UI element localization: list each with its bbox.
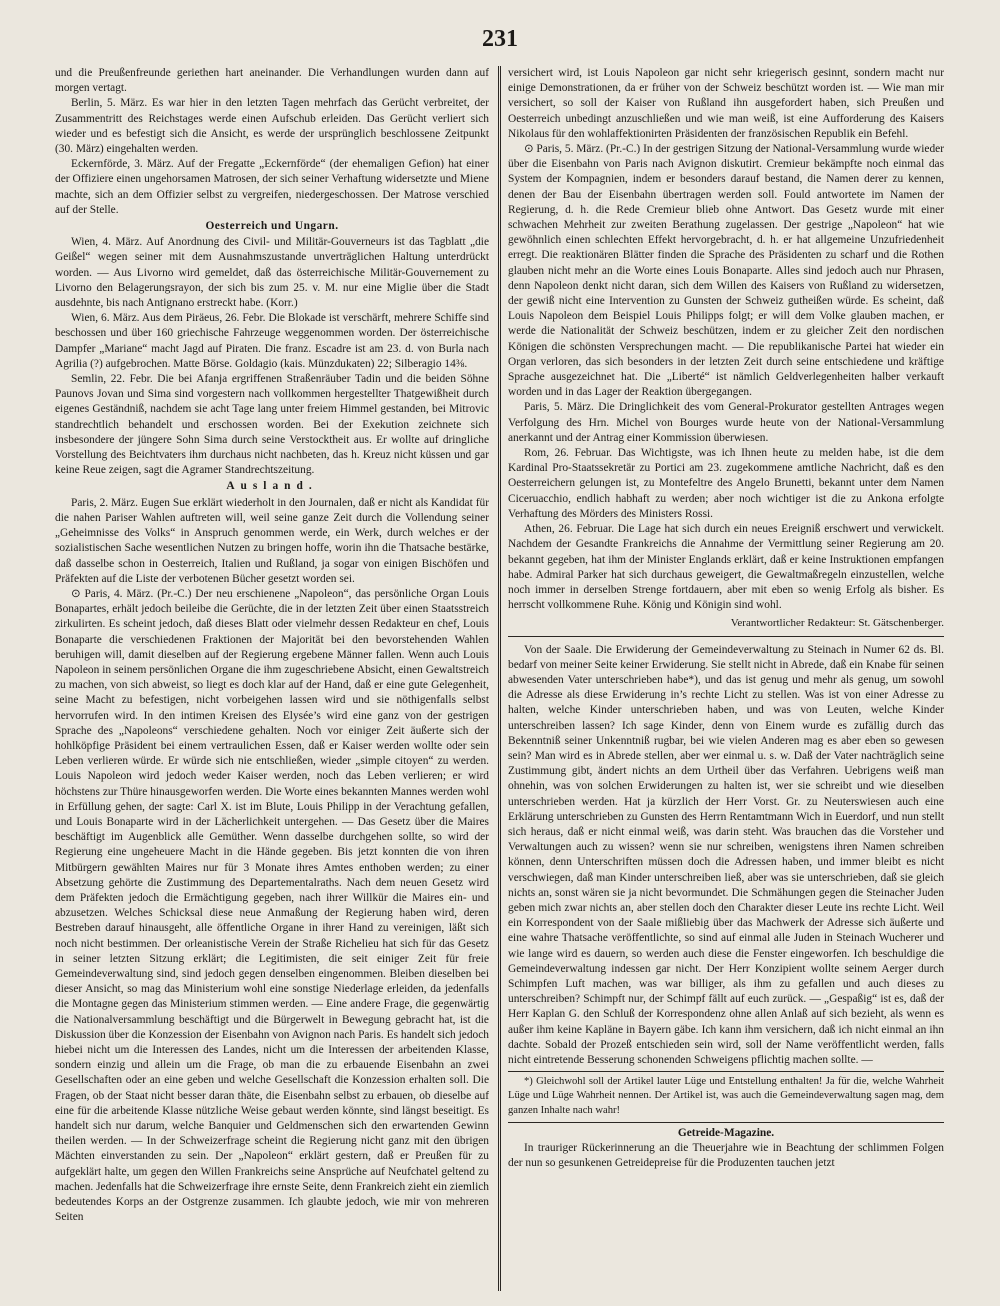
- article-paris-4: ⊙ Paris, 4. März. (Pr.-C.) Der neu erschienene „Napoleon“, das persönliche Organ Louis Bonapartes, erhält jedoch beileibe die Gerüchte, die in der letzten Zeit über einen Staatsstreich zirkulirten. Es scheint jedoch, daß dieses Blatt oder vielmehr dessen Redakteur en chef, Louis Bonaparte die verschiedenen Fraktionen der Majorität bei den bevorstehenden Wahlen beruhigen will, damit dieselben auf der Regierung ergebene Männer fallen. Wenn auch Louis Napoleon in seinem persönlichen Organe die ihm zugeschriebene Absicht, einen Gewaltstreich zu machen, von sich abweist, so liegt es doch klar auf der Hand, daß er eine gute Gelegenheit, seine Macht zu befestigen, nicht vorbeigehen lassen wird und sie nöthigenfalls selbst hervorrufen wird. In den intimen Kreisen des Elysée’s wird eine ganz von der gestrigen Sprache des „Napoleons“ verschiedene gehalten. Noch vor einiger Zeit äußerte sich der hohlköpfige Präsident bei einem vertraulichen Essen, daß er Kaiser werden wollte oder sein Leben verlieren würde. Er würde sich nie entschließen, wieder „simple citoyen“ zu werden. Louis Napoleon wird jedoch weder Kaiser werden, noch das Leben verlieren; er wird höchstens zur Thüre hinausgeworfen werden. Die Worte eines bekannten Mannes werden wohl in Erfüllung gehen, der sagte: Carl X. ist im Blute, Louis Philipp in der Verachtung gefallen, und Louis Bonaparte wird in der Lächerlichkeit untergehen. — Das Gesetz über die Maires beschäftigt im Augenblick alle Gemüther. Wenn dasselbe durchgehen sollte, so wird der Regierung eine ungeheuere Macht in die Hände gegeben. Bis jetzt konnten die von ihren Mitbürgern gewählten Maires nur für 3 Monate ihres Amtes enthoben werden; zu einer Absetzung gehörte die Zustimmung des Departementalraths. Nach dem neuen Gesetz wird dem Präfekten jedoch die Ermächtigung gegeben, nach ihrer Willkür die Maires ein- und abzusetzen. Welches Schicksal diese neue Anmaßung der Regierung haben wird, deren Bestreben darauf hinausgeht, alle öffentliche Organe in ihrer Hand zu vereinigen, läßt sich noch nicht bestimmen. Der orleanistische Verein der Straße Richelieu hat sich für das Gesetz in seiner letzten Sitzung erklärt; die Legitimisten, die seit einiger Zeit für freie Gemeindeverwaltung sind, sind jedoch gegen denselben eingenommen. Bleiben dieselben bei dieser Ansicht, so mag das Ministerium wohl eine sonstige Niederlage erleiden, da jedenfalls die Montagne gegen das Ministerium stimmen werden. — Eine andere Frage, die gegenwärtig die Nationalversammlung beschäftigt und die Bürgerwelt in Bewegung gebracht hat, ist die Diskussion über die Konzession der Eisenbahn von Avignon nach Paris. Es handelt sich jedoch hiebei nicht um die Interessen des Landes, nicht um die Interessen der arbeitenden Klasse, sondern einzig und allein um die Frage, ob man die zu erbauende Eisenbahn an zwei Gesellschaften oder an eine geben und welche Gesellschaft die Konzession erhalten soll. Die Fragen, ob der Staat nicht besser daran thäte, die Eisenbahn selbst zu erbauen, ob dieselbe auf eine für die arbeitende Klasse nützliche Weise gebaut werden könnte, sind längst beseitigt. Es handelt sich nur darum, welche Banquier und Geldmenschen sich den erwartenden Gewinn theilen werden. — In der Schweizerfrage scheint die Regierung nicht ganz mit den übrigen Mächten einverstanden zu sein. Der „Napoleon“ erklärt gestern, daß er Preußen für zu aufgeklärt halte, um gegen den Willen Frankreichs seine Ansprüche auf Neufchatel geltend zu machen. Jedenfalls hat die Schweizerfrage ihre ernste Seite, denn Frankreich zieht ein ziemlich bedeutendes Korps an der Ostgrenze zusammen. Ich glaubte jedoch, wie mir von mehreren Seiten: [55, 587, 489, 1224]
- article-semlin: Semlin, 22. Febr. Die bei Afanja ergriffenen Straßenräuber Tadin und die beiden Söhne Paunovs Jovan und Sima sind vorgestern nach vollkommen hergestellter Thatgewißheit durch eigenes Geständniß, nachdem sie acht Tage lang unter freiem Himmel gestanden, bei Mitrovic standrechtlich behandelt und erschossen worden. Bei der Exekution zeichnete sich insbesondere der jüngere Sohn Sima durch seine Verstocktheit aus. Er wollte auf dringliche Vorstellung des Beichtvaters ihm durchaus nicht nachbeten, das h. Kreuz nicht küssen und gar keine Reue zeigen, sagt die Agramer Standrechtszeitung.: [55, 373, 489, 477]
- column-divider: [498, 66, 501, 1291]
- article-getreide: In trauriger Rückerinnerung an die Theuerjahre wie in Beachtung der schlimmen Folgen der nun so gesunkenen Getreidepreise für die Produzenten tauchen jetzt: [508, 1142, 944, 1170]
- section-heading-getreide: Getreide-Magazine.: [508, 1122, 944, 1141]
- article-berlin-continuation: und die Preußenfreunde geriethen hart aneinander. Die Verhandlungen wurden dann auf morgen vertagt.: [55, 67, 489, 95]
- responsible-editor: Verantwortlicher Redakteur: St. Gätschenberger.: [508, 616, 944, 636]
- article-wien-6: Wien, 6. März. Aus dem Piräeus, 26. Febr. Die Blokade ist verschärft, mehrere Schiffe sind beschossen und über 160 griechische Fahrzeuge weggenommen worden. Der österreichische Dampfer „Mariane“ macht Jagd auf Piraten. Die franz. Escadre ist am 23. d. von Burla nach Agrilia (?) aufgebrochen. Matte Börse. Goldagio (kais. Münzdukaten) 22; Silberagio 14⅜.: [55, 312, 489, 370]
- right-column: [508, 66, 944, 1294]
- article-paris-5b: Paris, 5. März. Die Dringlichkeit des vom General-Prokurator gestellten Antrages wegen Verfolgung des Hrn. Michel von Bourges wurde heute von der National-Versammlung anerkannt und der Antrag einer Kommission überwiesen.: [508, 401, 944, 444]
- article-rom: Rom, 26. Februar. Das Wichtigste, was ich Ihnen heute zu melden habe, ist die dem Kardinal Pro-Staatssekretär zu Portici am 23. zugekommene amtliche Nachricht, daß es den Oesterreichern gelungen ist, zu Montefeltre des Angelo Brunetti, bekannt unter dem Namen Ciceruacchio, endlich habhaft zu werden; aber noch wichtiger ist die zu Ankona erfolgte Verhaftung des Mörders des Ministers Rossi.: [508, 447, 944, 520]
- footnote-rule: [508, 1071, 944, 1072]
- left-column: [55, 66, 489, 1294]
- article-paris-5a: ⊙ Paris, 5. März. (Pr.-C.) In der gestrigen Sitzung der National-Versammlung wurde wieder über die Eisenbahn von Paris nach Avignon diskutirt. Cremieur bekämpfte noch einmal das System der Kompagnien, indem er besonders darauf bestand, die Namen derer zu kennen, denen der Bau der Eisenbahn übertragen werden soll. Fould antwortete im Namen der Regierung, d. h. die Rede Cremieur blieb ohne Antwort. Das Gesetz wurde mit einer schwachen Mehrheit zur zweiten Berathung zugelassen. Der gestrige „Napoleon“ hat wie gewöhnlich einen schlechten Effekt hervorgebracht, d. h. er hat allgemeine Unzufriedenheit erregt. Die reaktionären Blätter finden die Sprache des Präsidenten zu scharf und die Rothen glauben nicht mehr an die Worte eines Louis Bonaparte. Alles sind jedoch auch nur Phrasen, denn Napoleon denkt nicht daran, sich dem Willen des Kaisers von Rußland zu widersetzen, der gewiß nicht eine Intervention zu Gunsten der Schweiz gutheißen würde. Es scheint, daß Louis Napoleon dem Beispiel Louis Philipps folgt; er will dem Volke glauben machen, er werde die Nationalität der Schweiz beschützen, indem er zu gleicher Zeit den nordischen Königen die schönsten Versprechungen macht. — Die republikanische Partei hat wieder ein Organ verloren, das sich besonders in der letzten Zeit durch seine entschiedene und kräftige Sprache ausgezeichnet hat. Die „Liberté“ ist nämlich Geldverlegenheiten halber verkauft worden und in das Lager der Reaktion übergegangen.: [508, 143, 944, 399]
- article-von-der-saale: Von der Saale. Die Erwiderung der Gemeindeverwaltung zu Steinach in Numer 62 ds. Bl. bedarf von meiner Seite keiner Erwiderung. Sie stellt nicht in Abrede, daß ein Knabe für seinen abwesenden Vater unterschrieben habe*), und das ist genug und mehr als genug, um sowohl die Adresse als diese Erwiderung in’s rechte Licht zu stellen. Was ist von einer Adresse zu halten, welche Kinder unterschrieben haben, und was von Leuten, welche Kinder unterschreiben lassen? Ich sage Kinder, denn von Einem wurde es zufällig durch das Bekenntniß seiner Unkenntniß rugbar, bei wie vielen Anderen mag es aber eben so gewesen sein? Man wird es in Abrede stellen, aber wer einmal u. s. w. Daß der Vater nachträglich seine Zustimmung gibt, ändert nichts an dem Urtheil über das Verfahren. Uebrigens weiß man ohnehin, was von solchen Erwiderungen zu halten ist, wer sie schreibt und wie dieselben unterschrieben werden. Hat ja kürzlich der Herr Vorst. Gr. zu Neuterswiesen auch eine Erklärung unterschrieben zu Gunsten des Herrn Rentamtmann Wich in Euerdorf, und nun stellt sich heraus, daß er nicht einmal weiß, was darin steht. Was brauchen das die Vorsteher und Verwaltungen auch zu wissen? wenn sie nur schreiben, wenigstens ihren Namen schreiben können, denn Unterschriften müssen doch die Adressen haben, und immer bleibt es nicht verschwiegen, daß man Kinder unterschreiben ließ, aber was sie unterschrieben, daß sie gleich nichts an, sonst wären sie ja nicht bevormundet. Die Schmähungen gegen die Steinacher Juden geben mich zwar nichts an, aber stellen doch den Charakter dieser Leute ins rechte Licht. Weil ein Korrespondent von der Saale mißliebig über das Machwerk der Adresse sich äußerte und eine wahre Thatsache veröffentlichte, so sind auf einmal alle Juden in Steinach Wucherer und wie lange wird es dauern, so werden auch diese die Fenster eingeworfen. Ich beschuldige die Gemeindeverwaltung indessen gar nicht. Der Herr Konzipient wollte seinem Aerger durch Schimpfen Luft machen, was war billiger, als ihm zu gefallen und auch dieses zu unterschreiben? Schimpft nur, der Schimpf fällt auf euch zurück. — „Gespaßig“ ist es, daß der Herr Kaplan G. den Schluß der Korrespondenz ohne allen Anlaß auf sich bezieht, als wenn es außer ihm keine Kapläne in Bayern gäbe. Ich kann ihm versichern, daß ich nicht einmal an ihn dachte. Sobald der Prozeß entschieden sein wird, soll der Name veröffentlicht werden, falls nicht eintretende Besserung schonenden Schweigens pflichtig machen sollte. —: [508, 643, 944, 1066]
- section-heading-ausland: Ausland.: [226, 480, 318, 493]
- article-eckernfoerde: Eckernförde, 3. März. Auf der Fregatte „Eckernförde“ (der ehemaligen Gefion) hat einer der Offiziere einen ungehorsamen Matrosen, der sich seiner Verhaftung widersetzte und Miene machte, sich an dem Offizier selbst zu vergreifen, niedergeschossen. Der Matrose verschied auf der Stelle.: [55, 158, 489, 216]
- section-heading-austria: Oesterreich und Ungarn.: [205, 220, 339, 233]
- article-paris-continuation: versichert wird, ist Louis Napoleon gar nicht sehr kriegerisch gesinnt, sondern macht nur einige Demonstrationen, da er früher von der Schweiz beschützt worden ist. — Wie man mir versichert, so soll der Kaiser von Rußland ihn ausgefordert haben, sich Preußen und Oesterreich unbedingt anzuschließen und wie man weiß, ist eine Aufforderung des Kaisers Nikolaus für den wohlaffektionirten Präsidenten der französischen Republik ein Befehl.: [508, 67, 944, 140]
- footnote: *) Gleichwohl soll der Artikel lauter Lüge und Entstellung enthalten! Ja für die, welche Wahrheit Lüge und Lüge Wahrheit nennen. Der Artikel ist, was auch die Gemeindeverwaltung sagen mag, dem ganzen Inhalte nach wahr!: [508, 1076, 944, 1116]
- page-number: 231: [482, 26, 518, 52]
- article-berlin: Berlin, 5. März. Es war hier in den letzten Tagen mehrfach das Gerücht verbreitet, der Zusammentritt des Reichstages werde einen Aufschub erleiden. Das Gerücht verliert sich wieder und es befestigt sich die Ansicht, es werde der ursprünglich beschlossene Zeitpunkt (30. März) eingehalten werden.: [55, 97, 489, 156]
- article-athen: Athen, 26. Februar. Die Lage hat sich durch ein neues Ereigniß erschwert und verwickelt. Nachdem der Gesandte Frankreichs die Annahme der Vermittlung seiner Regierung am 20. bekannt gegeben, hat ihm der Minister Englands erklärt, daß er keine Instruktionen empfangen habe. Admiral Parker hat sich durchaus geweigert, die Gewaltmaßregeln einzustellen, welche noch immer in derselben Strenge fortdauern, aber mit eben so wenig Erfolg als bisher. Es herrscht vollkommene Ruhe. König und Königin sind wohl.: [508, 523, 944, 612]
- article-wien-4: Wien, 4. März. Auf Anordnung des Civil- und Militär-Gouverneurs ist das Tagblatt „die Geißel“ wegen seiner mit dem Ausnahmszustande unverträglichen Haltung unterdrückt worden. — Aus Livorno wird gemeldet, daß das österreichische Militär-Gouvernement zu Livorno den Belagerungsrayon, der sich bis zum 25. v. M. nur eine Miglie über die Stadt ausdehnte, bis nach Antignano erstreckt habe. (Korr.): [55, 236, 489, 310]
- article-paris-2: Paris, 2. März. Eugen Sue erklärt wiederholt in den Journalen, daß er nicht als Kandidat für die nahen Pariser Wahlen auftreten will, weil seine ganze Zeit durch die Vollendung seiner „Geheimnisse des Volks“ in Anspruch genommen werde, ein Werk, durch welches er der sozialistischen Sache wesentlichen Nutzen zu bringen hoffe, worin ihn die Thatsache bestärke, daß dasselbe schon in Oesterreich, Italien und Rußland, ja sogar von einigen Bischöfen und Präfekten auf die Liste der verbotenen Bücher gesetzt worden sei.: [55, 496, 489, 585]
